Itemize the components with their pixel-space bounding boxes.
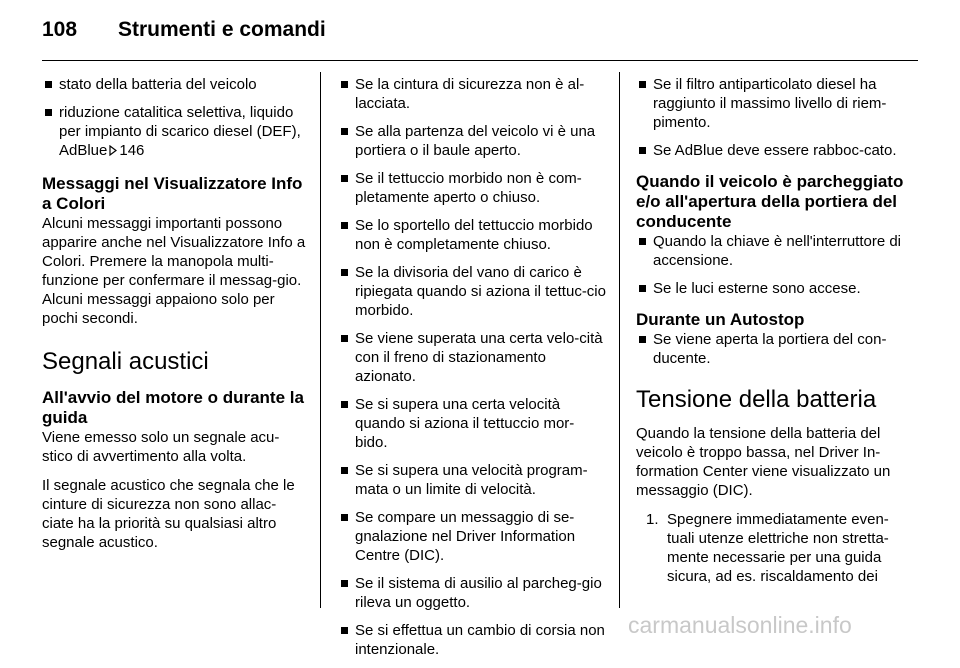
page-reference-arrow-icon (109, 145, 117, 156)
chapter-heading: Segnali acustici (42, 348, 209, 375)
list-item: Se il tettuccio morbido non è com-pletamente aperto o chiuso. (338, 169, 606, 207)
bullet-square-icon (341, 627, 348, 634)
bullet-square-icon (639, 238, 646, 245)
list-item: Quando la chiave è nell'interruttore di accensione. (636, 232, 906, 270)
column-1 (42, 75, 307, 562)
bullet-square-icon (45, 81, 52, 88)
bullet-square-icon (341, 175, 348, 182)
bullet-square-icon (341, 81, 348, 88)
bullet-square-icon (341, 335, 348, 342)
bullet-list (636, 330, 906, 368)
list-item: Se il sistema di ausilio al parcheg-gio rileva un oggetto. (338, 574, 606, 612)
bullet-list (636, 232, 906, 298)
column-divider-right (619, 72, 620, 608)
list-item: Se viene aperta la portiera del con-ducente. (636, 330, 906, 368)
list-item: Se si supera una certa velocità quando si aziona il tettuccio mor-bido. (338, 395, 606, 452)
header-title: Strumenti e comandi (118, 18, 326, 41)
paragraph: Quando la tensione della batteria del veicolo è troppo bassa, nel Driver In-formation Center viene visualizzato un messaggio (DIC). (636, 425, 891, 499)
watermark: carmanualsonline.info (628, 612, 852, 638)
bullet-square-icon (341, 401, 348, 408)
bullet-square-icon (45, 109, 52, 116)
list-item: Se AdBlue deve essere rabboc-cato. (636, 141, 906, 160)
list-item: Se lo sportello del tettuccio morbido non è completamente chiuso. (338, 216, 606, 254)
list-item: Se compare un messaggio di se-gnalazione nel Driver Information Centre (DIC). (338, 508, 606, 565)
step-text: Spegnere immediatamente even-tuali utenze elettriche non stretta-mente necessarie per una guida sicura, ad es. riscaldamento dei (667, 511, 889, 585)
bullet-square-icon (341, 128, 348, 135)
paragraph: Viene emesso solo un segnale acu-stico di avvertimento alla volta. (42, 429, 280, 465)
list-item: Se la divisoria del vano di carico è ripiegata quando si aziona il tettuc-cio morbido. (338, 263, 606, 320)
paragraph: Alcuni messaggi importanti possono apparire anche nel Visualizzatore Info a Colori. Premere la manopola multi-funzione per confermare il messag-gio. Alcuni messaggi appaiono solo per pochi secondi. (42, 215, 306, 327)
bullet-square-icon (639, 81, 646, 88)
bullet-square-icon (341, 467, 348, 474)
bullet-list (42, 75, 307, 160)
column-3 (636, 75, 906, 586)
list-item: Se si effettua un cambio di corsia non intenzionale. (338, 621, 606, 659)
section-heading: Durante un Autostop (636, 310, 805, 329)
list-item: Se la cintura di sicurezza non è al-lacciata. (338, 75, 606, 113)
step-list (636, 510, 906, 586)
bullet-list (338, 75, 606, 659)
list-item: Se le luci esterne sono accese. (636, 279, 906, 298)
list-item: Se si supera una velocità program-mata o un limite di velocità. (338, 461, 606, 499)
page-reference-link[interactable]: 146 (119, 142, 145, 159)
bullet-square-icon (341, 222, 348, 229)
bullet-list (636, 75, 906, 160)
bullet-square-icon (639, 336, 646, 343)
bullet-square-icon (341, 514, 348, 521)
bullet-square-icon (341, 580, 348, 587)
bullet-square-icon (639, 285, 646, 292)
header-rule (42, 60, 918, 61)
section-heading: Quando il veicolo è parcheggiato e/o all'apertura della portiera del conducente (636, 172, 904, 231)
paragraph: Il segnale acustico che segnala che le cinture di sicurezza non sono allac-ciate ha la priorità su qualsiasi altro segnale acustico. (42, 477, 295, 551)
bullet-square-icon (639, 147, 646, 154)
bullet-square-icon (341, 269, 348, 276)
list-item: riduzione catalitica selettiva, liquido per impianto di scarico diesel (DEF), AdBlue 146 (42, 103, 307, 160)
step-number: 1. (646, 511, 659, 528)
page-header (42, 14, 918, 54)
step-item (636, 510, 906, 586)
section-heading: Messaggi nel Visualizzatore Info a Colori (42, 174, 303, 213)
list-item: Se alla partenza del veicolo vi è una portiera o il baule aperto. (338, 122, 606, 160)
list-item: stato della batteria del veicolo (42, 75, 307, 94)
chapter-heading: Tensione della batteria (636, 386, 877, 413)
page-number: 108 (42, 18, 78, 41)
list-item: Se viene superata una certa velo-cità con il freno di stazionamento azionato. (338, 329, 606, 386)
section-heading: All'avvio del motore o durante la guida (42, 388, 304, 427)
column-divider-left (320, 72, 321, 608)
column-2 (338, 75, 606, 668)
list-item: Se il filtro antiparticolato diesel ha raggiunto il massimo livello di riem-pimento. (636, 75, 906, 132)
